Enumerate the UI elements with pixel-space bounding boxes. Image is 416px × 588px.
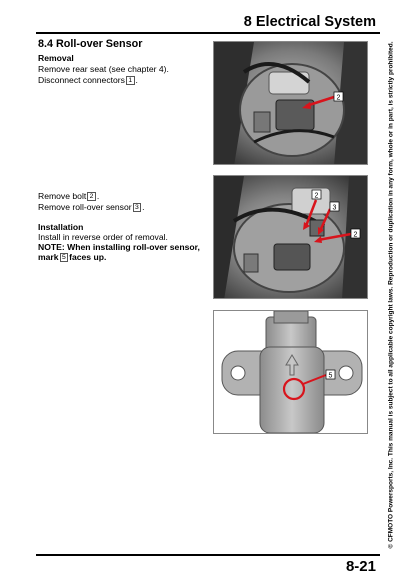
bolt-step-2-end: .	[142, 202, 145, 212]
installation-note-2	[38, 252, 106, 263]
section-title: 8.4 Roll-over Sensor	[38, 38, 143, 50]
callout-2: 2	[336, 94, 341, 102]
bolt-step-2-text: Remove roll-over sensor	[38, 202, 132, 212]
installation-heading: Installation	[38, 222, 84, 232]
bolt-step-1-end: .	[96, 191, 100, 201]
removal-step-2-end: .	[135, 75, 138, 85]
removal-step-2-text: Disconnect connectors	[38, 75, 125, 85]
ref-box-3: 3	[133, 203, 142, 212]
callout-3: 3	[332, 204, 337, 212]
footer-rule	[36, 554, 380, 556]
ref-box-5: 5	[60, 253, 69, 262]
figure-bolt-sensor	[213, 175, 368, 299]
ref-box-2: 2	[87, 192, 96, 201]
bolt-step-1	[38, 191, 99, 202]
callout-2-right: 2	[353, 231, 358, 239]
installation-note-2-text: mark	[38, 252, 59, 262]
callout-2-top: 2	[314, 192, 319, 200]
bolt-step-1-text: Remove bolt	[38, 191, 87, 201]
ref-box-1: 1	[126, 76, 135, 85]
callout-5: 5	[328, 372, 333, 380]
bolt-step-2	[38, 202, 145, 213]
page-number: 8-21	[345, 558, 376, 575]
figure-sensor-mark	[213, 310, 368, 434]
figure-connectors	[213, 41, 368, 165]
removal-step-2	[38, 75, 138, 86]
removal-heading: Removal	[38, 53, 74, 63]
header-rule	[36, 32, 380, 34]
removal-step-1: Remove rear seat (see chapter 4).	[38, 64, 169, 74]
chapter-title: 8 Electrical System	[243, 14, 376, 30]
installation-note-2-end: faces up.	[69, 252, 107, 262]
installation-step-1: Install in reverse order of removal.	[38, 232, 168, 242]
copyright-text: © CFMOTO Powersports, Inc. This manual is subject to all applicable copyright laws. Reproduction or duplication in any form, whole or in part, is strictly prohibited.	[387, 41, 395, 549]
installation-note-1: NOTE: When installing roll-over sensor,	[38, 242, 200, 252]
